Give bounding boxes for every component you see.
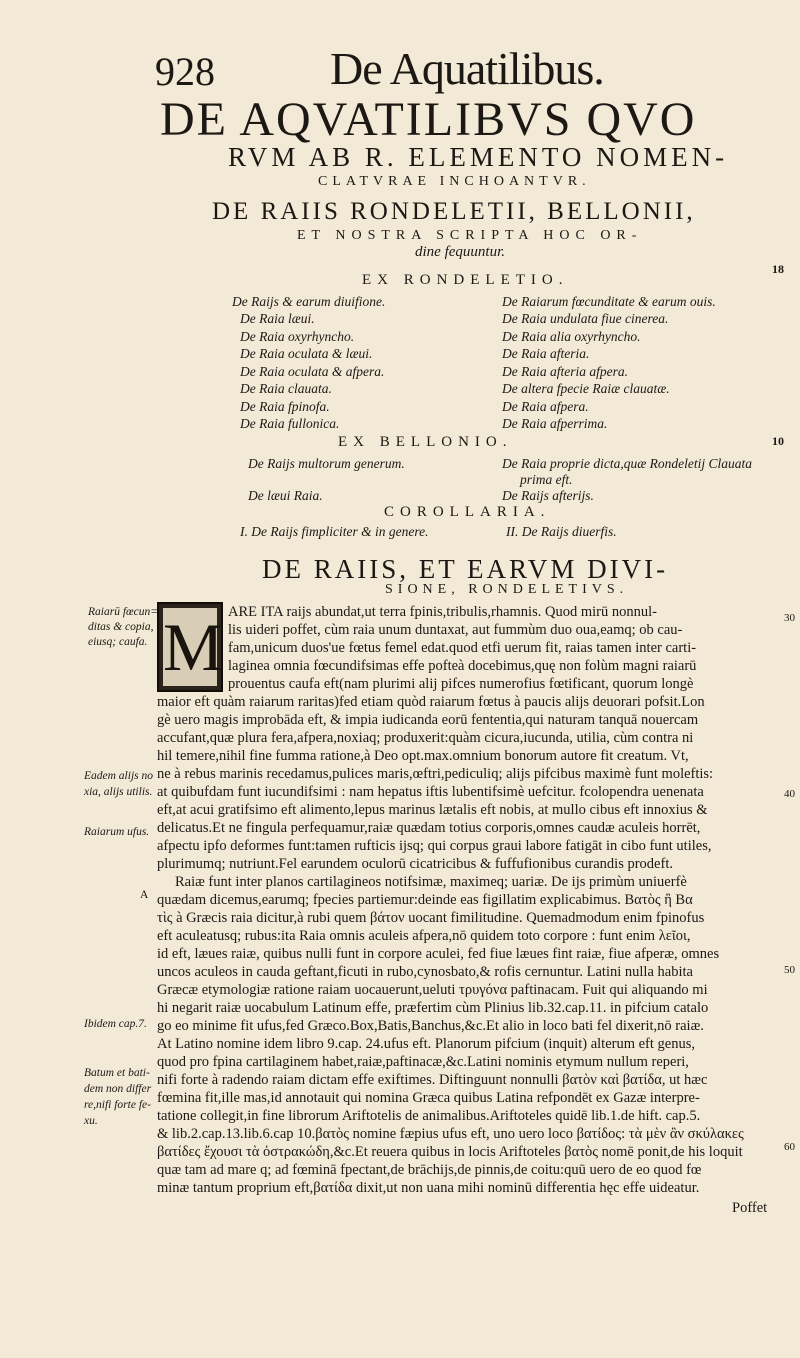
margin-note: dem non differ xyxy=(84,1083,152,1095)
group-heading-rondeletio: EX RONDELETIO. xyxy=(362,272,569,288)
body-line: hi negarit raiæ uocabulum Latinum effe, præfertim cùm Plinius lib.32.cap.11. in pifcium catalo xyxy=(157,1000,709,1016)
toc-entry: De Raijs & earum diuifione. xyxy=(232,294,386,309)
toc-entry: De Raiarum fœcunditate & earum ouis. xyxy=(502,294,716,309)
body-line: afpectu ipfo deformes funt:tamen rufticis ijsq; qui corpus graui labore fatigāt in cibo funt utiles, xyxy=(157,838,712,854)
margin-note: eiusq; caufa. xyxy=(88,636,148,648)
margin-note: ditas & copia, xyxy=(88,621,154,633)
toc-entry: II. De Raijs diuerfis. xyxy=(506,524,617,539)
running-head: De Aquatilibus. xyxy=(330,43,604,94)
toc-entry: De Raia afteria. xyxy=(502,346,590,361)
body-line: ARE ITA raijs abundat,ut terra fpinis,tribulis,rhamnis. Quod mirū nonnul- xyxy=(228,604,657,620)
body-line: uncos aculeos in cauda geftant,ficuti in rubo,cynosbato,& rofis cernuntur. Latini nulla habita xyxy=(157,964,693,980)
line-number: 40 xyxy=(784,788,795,800)
body-line: & lib.2.cap.13.lib.6.cap 10.βατὸς nomine fæpius ufus eft, uno uero loco βατίδος: τὰ μὲν ἂν σκύλακες xyxy=(157,1126,744,1142)
body-line: tatione collegit,in fine librorum Ariftotelis de animalibus.Ariftoteles quidē lib.1.de hift. cap.5. xyxy=(157,1108,701,1124)
body-line: fam,unicum duos'ue fœtus femel edat.quod etfi uerum fit, raias tamen inter carti- xyxy=(228,640,697,656)
body-line: delicatus.Et ne fingula perfequamur,raiæ quædam totius corporis,omnes caudæ aculeis horrēt, xyxy=(157,820,701,836)
initial-letter: M xyxy=(163,609,224,685)
margin-note: xia, alijs utilis. xyxy=(84,786,153,798)
margin-note: re,nifi forte fe- xyxy=(84,1099,151,1111)
body-line: at quibufdam funt iucundifsimi : nam hepatus iftis lubentifsimè uefcitur. fcolopendra uenenata xyxy=(157,784,704,800)
group-heading-bellonio: EX BELLONIO. xyxy=(338,434,513,450)
line-number: 50 xyxy=(784,964,795,976)
toc-entry: De Raia proprie dicta,quæ Rondeletij Clauata xyxy=(502,456,752,471)
body-line: quædam dicemus,earumq; fpecies partiemur:deinde eas figillatim explicabimus. Βατὸς ἢ Βα xyxy=(157,892,693,908)
toc-entry: De Raia clauata. xyxy=(240,381,332,396)
toc-entry: De Raia fullonica. xyxy=(240,416,340,431)
toc-entry: De Raia oxyrhyncho. xyxy=(240,329,355,344)
toc-entry: De Raijs afterijs. xyxy=(502,488,594,503)
margin-note: Raiarū fœcun= xyxy=(88,606,159,618)
body-line: minæ tantum proprium eft,βατίδα dixit,ut non uana mihi nominū differentia hęc effe uideatur. xyxy=(157,1180,700,1196)
chapter-heading-line-1: DE RAIIS, ET EARVM DIVI- xyxy=(262,554,669,584)
toc-entry: prima eft. xyxy=(520,472,573,487)
body-line: accufant,quæ plura fera,afpera,noxiaq; produxerit:quàm cicura,iucunda, utilia, cùm contra ni xyxy=(157,730,694,746)
margin-note: Ibidem cap.7. xyxy=(84,1018,147,1030)
body-line: prouentus caufa eft(nam plurimi alij pifces numerofius fœtificant, quorum longè xyxy=(228,676,694,692)
chapter-heading-line-2: SIONE, RONDELETIVS. xyxy=(385,582,629,597)
decorated-initial xyxy=(157,602,223,692)
toc-entry: De Raia læui. xyxy=(240,311,315,326)
section-heading-line-3: dine fequuntur. xyxy=(415,244,505,260)
body-line: quæ tam ad mare q; ad fœminā fpectant,de brāchijs,de pinnis,de coitu:quū uero de eo quod fœ xyxy=(157,1162,702,1178)
line-number: 30 xyxy=(784,612,795,624)
body-line: Raiæ funt inter planos cartilagineos notifsimæ, maximeq; uariæ. De ijs primùm uniuerfè xyxy=(175,874,687,890)
toc-entry: De læui Raia. xyxy=(248,488,323,503)
title-line-1: DE AQVATILIBVS QVO xyxy=(160,93,697,146)
body-line: nifi forte à radendo raiam dictam effe exiftimes. Diftinguunt nonnulli βατὸν καὶ βατίδα, ut hæc xyxy=(157,1072,708,1088)
body-line: fœmina fit,ille mas,id annotauit qui nomina Græca quibus Latina refpondēt ex Gazæ interpre- xyxy=(157,1090,700,1106)
toc-entry: De Raia afteria afpera. xyxy=(502,364,628,379)
body-line: maior eft quàm raiarum raritas)fed etiam quòd raiarum fœtus à paucis alijs deuorari pofsit.Lon xyxy=(157,694,705,710)
page-number: 928 xyxy=(155,49,215,94)
margin-marker: 10 xyxy=(772,434,784,448)
toc-entry: De altera fpecie Raiæ clauatæ. xyxy=(502,381,670,396)
body-line: Græcæ etymologiæ ratione raiam uocauerunt,ueluti τρυγόνα paftinacam. Fuit qui aliquando mi xyxy=(157,982,708,998)
body-line: ne à rebus marinis recedamus,pulices maris,œftri,pediculiq; alijs pifcibus maximè funt moleftis: xyxy=(157,766,714,782)
line-number: 60 xyxy=(784,1141,795,1153)
toc-entry: De Raia fpinofa. xyxy=(240,399,330,414)
catchword: Poffet xyxy=(732,1200,768,1216)
section-heading-line-1: DE RAIIS RONDELETII, BELLONII, xyxy=(212,198,696,225)
body-line: gè uero magis improbāda eft, & impia iudicanda eorū fententia,qui naturam tanquā nouercam xyxy=(157,712,699,728)
group-heading-corollaria: COROLLARIA. xyxy=(384,504,551,520)
title-line-2: RVM AB R. ELEMENTO NOMEN- xyxy=(228,142,729,172)
toc-entry: De Raia oculata & afpera. xyxy=(240,364,385,379)
body-line: lis uideri poffet, cùm raia unum duntaxat, aut fummùm duo oua,eamq; ob cau- xyxy=(228,622,683,638)
body-line: τὶς à Græcis raia dicitur,à rubi quem βάτον uocant fimilitudine. Quemadmodum enim fpinofus xyxy=(157,910,705,926)
toc-entry: I. De Raijs fimpliciter & in genere. xyxy=(240,524,429,539)
toc-entry: De Raia afpera. xyxy=(502,399,589,414)
toc-entry: De Raijs multorum generum. xyxy=(248,456,405,471)
toc-entry: De Raia alia oxyrhyncho. xyxy=(502,329,641,344)
margin-marker: 18 xyxy=(772,262,784,276)
body-line: eft aculeatusq; rubus:ita Raia omnis aculeis afpera,nō quidem toto corpore : funt enim λεῖοι, xyxy=(157,928,691,944)
body-line: At Latino nomine idem libro 9.cap. 24.ufus eft. Planorum pifcium (inquit) alterum eft genus, xyxy=(157,1036,695,1052)
body-line: plurimumq; nutriunt.Fel earundem oculorū cicatricibus & fuffufionibus curandis prodeft. xyxy=(157,856,673,872)
body-line: hil temere,nihil fine fumma ratione,à Deo opt.max.omnium bonorum autore fit creatum. Vt, xyxy=(157,748,689,764)
toc-entry: De Raia afperrima. xyxy=(502,416,608,431)
title-line-3: CLATVRAE INCHOANTVR. xyxy=(318,174,591,189)
margin-note: A xyxy=(140,889,149,901)
body-line: quod pro fpina cartilaginem habet,raiæ,paftinacæ,&c.Latini nominis etymum nullum reperi, xyxy=(157,1054,689,1070)
margin-note: Raiarum ufus. xyxy=(84,826,150,838)
toc-entry: De Raia undulata fiue cinerea. xyxy=(502,311,669,326)
body-line: eft,at acui gratifsimo eft alimento,lepus marinus lætalis eft nobis, at mullo cibus eft innoxius & xyxy=(157,802,708,818)
body-line: go eo minime fit ufus,fed Græco.Box,Batis,Banchus,&c.Et alio in loco bati fel dixerit,nō raiæ. xyxy=(157,1018,704,1034)
toc-entry: De Raia oculata & læui. xyxy=(240,346,373,361)
margin-note: Batum et bati- xyxy=(84,1067,150,1079)
body-line: id eft, læues raiæ, quibus nulli funt in corpore aculei, fed fiue læues fint raiæ, fiue afperæ, omnes xyxy=(157,946,720,962)
margin-note: xu. xyxy=(84,1115,98,1127)
section-heading-line-2: ET NOSTRA SCRIPTA HOC OR- xyxy=(297,228,643,243)
body-line: laginea omnia fœcundifsimas effe pofteà docebimus,quę non folùm magni raiarū xyxy=(228,658,697,674)
margin-note: Eadem alijs no xyxy=(84,770,153,782)
body-line: βατίδες ἔχουσι τὰ ὀστρακώδη,&c.Et reuera quibus in locis Ariftoteles βατὸς nomē ponit,de his loquit xyxy=(157,1144,743,1160)
